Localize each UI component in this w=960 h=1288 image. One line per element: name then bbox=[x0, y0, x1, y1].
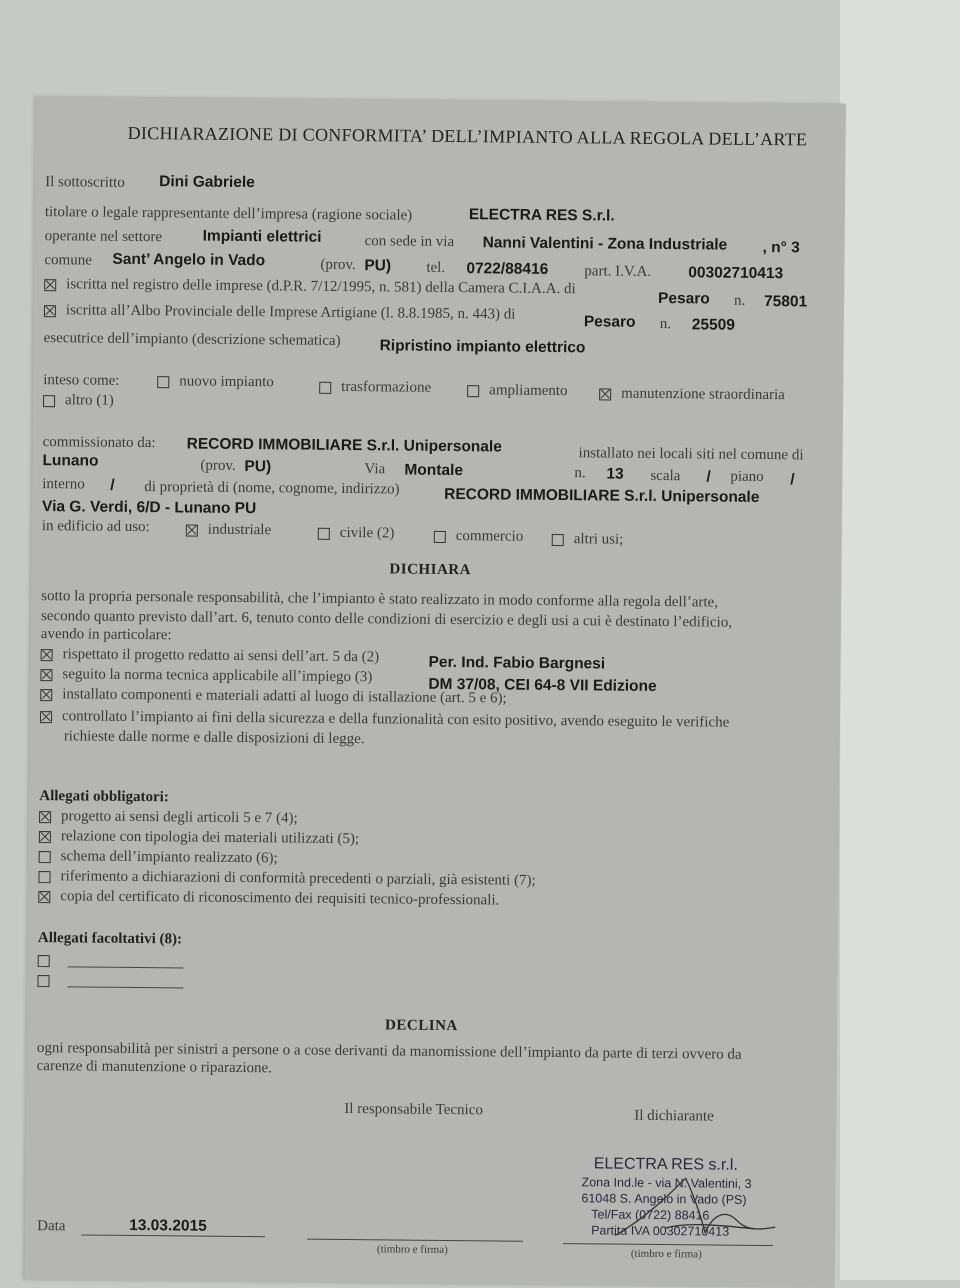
uso-option-industriale[interactable]: industriale bbox=[186, 521, 271, 539]
albo-checkbox[interactable] bbox=[44, 305, 56, 317]
signature-scribble bbox=[605, 1168, 796, 1250]
data-label: Data bbox=[37, 1218, 66, 1235]
uso-checkbox-industriale[interactable] bbox=[186, 524, 198, 536]
uso-checkbox-civile[interactable] bbox=[318, 527, 330, 539]
inteso-checkbox-nuovo[interactable] bbox=[157, 376, 169, 388]
registro-city: Pesaro bbox=[658, 289, 710, 308]
inteso-checkbox-manutenzione[interactable] bbox=[599, 388, 611, 400]
scala-label: scala bbox=[650, 467, 681, 485]
dichiarante-label: Il dichiarante bbox=[634, 1107, 714, 1125]
obbligatori-checkbox-5[interactable] bbox=[38, 891, 50, 903]
declaration-form bbox=[25, 96, 846, 1288]
comune-label: comune bbox=[44, 252, 92, 269]
dichiara-checkbox-controllato[interactable] bbox=[40, 711, 52, 723]
iva-value: 00302710413 bbox=[688, 264, 784, 283]
sottoscritto-value: Dini Gabriele bbox=[159, 173, 255, 192]
inteso-checkbox-trasformazione[interactable] bbox=[319, 381, 331, 393]
prov-label: (prov. bbox=[320, 256, 356, 274]
iva-label: part. I.V.A. bbox=[584, 263, 652, 280]
registro-imprese-row bbox=[44, 276, 576, 298]
declina-heading: DECLINA bbox=[385, 1017, 458, 1035]
commissionato-value: RECORD IMMOBILIARE S.r.l. Unipersonale bbox=[186, 435, 502, 456]
albo-text: iscritta all’Albo Provinciale delle Imprese Artigiane (l. 8.8.1985, n. 443) di bbox=[65, 302, 516, 323]
dichiara-item-componenti: installato componenti e materiali adatti al luogo di istallazione (art. 5 e 6); bbox=[40, 686, 507, 707]
inteso-option-trasformazione[interactable]: trasformazione bbox=[319, 379, 431, 397]
norma-value: DM 37/08, CEI 64-8 VII Edizione bbox=[428, 675, 657, 695]
locali-prov-label: (prov. bbox=[200, 457, 236, 474]
via-label: Via bbox=[364, 461, 386, 478]
obbligatori-checkbox-4[interactable] bbox=[38, 871, 50, 883]
inteso-option-altro[interactable]: altro (1) bbox=[43, 392, 114, 410]
dichiara-checkbox-norma[interactable] bbox=[40, 669, 52, 681]
form-title: DICHIARAZIONE DI CONFORMITA’ DELL’IMPIANTO ALLA REGOLA DELL’ARTE bbox=[127, 122, 808, 150]
civico-value: 13 bbox=[606, 465, 624, 483]
sede-value: Nanni Valentini - Zona Industriale bbox=[482, 234, 728, 254]
uso-checkbox-commercio[interactable] bbox=[434, 530, 446, 542]
albo-row bbox=[44, 302, 516, 324]
settore-label: operante nel settore bbox=[44, 228, 163, 246]
uso-checkbox-altri[interactable] bbox=[552, 534, 564, 546]
obbligatori-item-relazione: relazione con tipologia dei materiali utilizzati (5); bbox=[39, 828, 359, 848]
facoltativi-checkbox-1[interactable] bbox=[38, 955, 50, 967]
esecutrice-label: esecutrice dell’impianto (descrizione schematica) bbox=[43, 330, 341, 349]
registro-n-label: n. bbox=[733, 292, 746, 309]
data-line[interactable] bbox=[81, 1234, 265, 1237]
dichiara-intro-2: secondo quanto previsto dall’art. 6, tenuto conto delle condizioni di esercizio e degli usi a cui è destinato l’edificio, bbox=[40, 608, 733, 631]
sede-label: con sede in via bbox=[364, 233, 455, 251]
uso-label: in edificio ad uso: bbox=[41, 518, 150, 536]
locali-label: installato nei locali siti nel comune di bbox=[578, 445, 804, 464]
albo-city: Pesaro bbox=[583, 313, 636, 331]
piano-value: / bbox=[790, 471, 795, 489]
uso-option-civile[interactable]: civile (2) bbox=[318, 525, 395, 543]
dichiara-checkbox-componenti[interactable] bbox=[40, 689, 52, 701]
obbligatori-checkbox-1[interactable] bbox=[39, 811, 51, 823]
obbligatori-checkbox-2[interactable] bbox=[39, 831, 51, 843]
albo-n-label: n. bbox=[659, 315, 672, 333]
uso-option-altri[interactable]: altri usi; bbox=[552, 531, 624, 549]
registro-text: iscritta nel registro delle imprese (d.P.R. 7/12/1995, n. 581) della Camera C.I.A.A. di bbox=[66, 276, 576, 298]
prov-value: PU) bbox=[364, 257, 392, 275]
numero-civico: , n° 3 bbox=[762, 238, 800, 257]
inteso-checkbox-altro[interactable] bbox=[43, 395, 55, 407]
via-value: Montale bbox=[404, 461, 464, 480]
interno-label: interno bbox=[42, 476, 85, 493]
dichiarante-timbro-label: (timbro e firma) bbox=[630, 1247, 702, 1261]
proprieta-label: di proprietà di (nome, cognome, indirizzo) bbox=[144, 479, 400, 498]
inteso-option-ampliamento[interactable]: ampliamento bbox=[467, 382, 567, 400]
piano-label: piano bbox=[730, 468, 764, 486]
obbligatori-item-progetto: progetto ai sensi degli articoli 5 e 7 (4); bbox=[39, 808, 298, 827]
interno-value: / bbox=[110, 476, 115, 494]
registro-n-value: 75801 bbox=[763, 292, 808, 311]
dichiara-intro-3: avendo in particolare: bbox=[40, 626, 172, 644]
dichiara-item-norma: seguito la norma tecnica applicabile all’impiego (3) bbox=[40, 666, 372, 686]
stamp-line-1: ELECTRA RES s.r.l. bbox=[593, 1155, 738, 1174]
stamp-line-5: Partita IVA 00302710413 bbox=[591, 1223, 730, 1239]
locali-comune-value: Lunano bbox=[42, 452, 99, 470]
inteso-checkbox-ampliamento[interactable] bbox=[467, 385, 479, 397]
civico-label: n. bbox=[574, 465, 586, 482]
scala-value: / bbox=[706, 468, 711, 486]
dichiara-item-progetto: rispettato il progetto redatto ai sensi dell’art. 5 da (2) bbox=[41, 646, 380, 666]
esecutrice-value: Ripristino impianto elettrico bbox=[379, 337, 586, 357]
locali-prov-value: PU) bbox=[244, 458, 272, 476]
obbligatori-heading: Allegati obbligatori: bbox=[39, 788, 169, 806]
stamp-line-2: Zona Ind.le - via N. Valentini, 3 bbox=[581, 1175, 752, 1191]
proprieta-indirizzo: Via G. Verdi, 6/D - Lunano PU bbox=[41, 498, 257, 518]
tecnico-signature-line[interactable] bbox=[307, 1239, 523, 1242]
declina-text-2: carenze di manutenzione o riparazione. bbox=[36, 1058, 273, 1077]
obbligatori-item-riferimento: riferimento a dichiarazioni di conformità precedenti o parziali, già esistenti (7); bbox=[38, 868, 535, 890]
inteso-label: inteso come: bbox=[43, 372, 120, 389]
data-value: 13.03.2015 bbox=[129, 1216, 207, 1235]
registro-checkbox[interactable] bbox=[44, 279, 56, 291]
settore-value: Impianti elettrici bbox=[202, 227, 322, 246]
ragione-sociale-value: ELECTRA RES S.r.l. bbox=[468, 206, 615, 225]
dichiara-item-controllato-cont: richieste dalle norme e dalle disposizioni di legge. bbox=[63, 728, 365, 748]
tel-label: tel. bbox=[426, 259, 446, 276]
dichiara-item-controllato: controllato l’impianto ai fini della sicurezza e della funzionalità con esito positivo, avendo eseguito le verifiche bbox=[40, 708, 729, 732]
facoltativi-heading: Allegati facoltativi (8): bbox=[37, 930, 183, 948]
obbligatori-item-certificato: copia del certificato di riconoscimento dei requisiti tecnico-professionali. bbox=[38, 888, 499, 909]
tecnico-timbro-label: (timbro e firma) bbox=[376, 1243, 448, 1257]
stamp-line-4: Tel/Fax (0722) 88416 bbox=[591, 1207, 710, 1223]
dichiara-checkbox-progetto[interactable] bbox=[41, 649, 53, 661]
comune-value: Sant’ Angelo in Vado bbox=[112, 250, 266, 270]
albo-n-value: 25509 bbox=[691, 316, 736, 334]
inteso-option-manutenzione[interactable]: manutenzione straordinaria bbox=[599, 385, 785, 404]
progetto-value: Per. Ind. Fabio Bargnesi bbox=[428, 653, 606, 673]
proprieta-value: RECORD IMMOBILIARE S.r.l. Unipersonale bbox=[444, 485, 760, 506]
tel-value: 0722/88416 bbox=[466, 260, 549, 278]
uso-option-commercio[interactable]: commercio bbox=[434, 528, 524, 546]
dichiara-heading: DICHIARA bbox=[389, 561, 472, 579]
stamp-line-3: 61048 S. Angelo in Vado (PS) bbox=[581, 1191, 747, 1207]
dichiara-intro-1: sotto la propria personale responsabilità, che l’impianto è stato realizzato in modo conforme alla regola dell’arte, bbox=[41, 588, 719, 611]
obbligatori-item-schema: schema dell’impianto realizzato (6); bbox=[39, 848, 278, 867]
obbligatori-checkbox-3[interactable] bbox=[39, 851, 51, 863]
background-wall bbox=[840, 0, 960, 1280]
sottoscritto-label: Il sottoscritto bbox=[45, 174, 125, 191]
commissionato-label: commissionato da: bbox=[42, 434, 156, 452]
facoltativi-checkbox-2[interactable] bbox=[37, 975, 49, 987]
titolare-label: titolare o legale rappresentante dell’impresa (ragione sociale) bbox=[44, 204, 413, 224]
declina-text-1: ogni responsabilità per sinistri a persone o a cose derivanti da manomissione dell’impianto da parte di terzi ovvero da bbox=[36, 1040, 742, 1063]
inteso-option-nuovo[interactable]: nuovo impianto bbox=[157, 373, 274, 391]
tecnico-label: Il responsabile Tecnico bbox=[344, 1101, 484, 1119]
